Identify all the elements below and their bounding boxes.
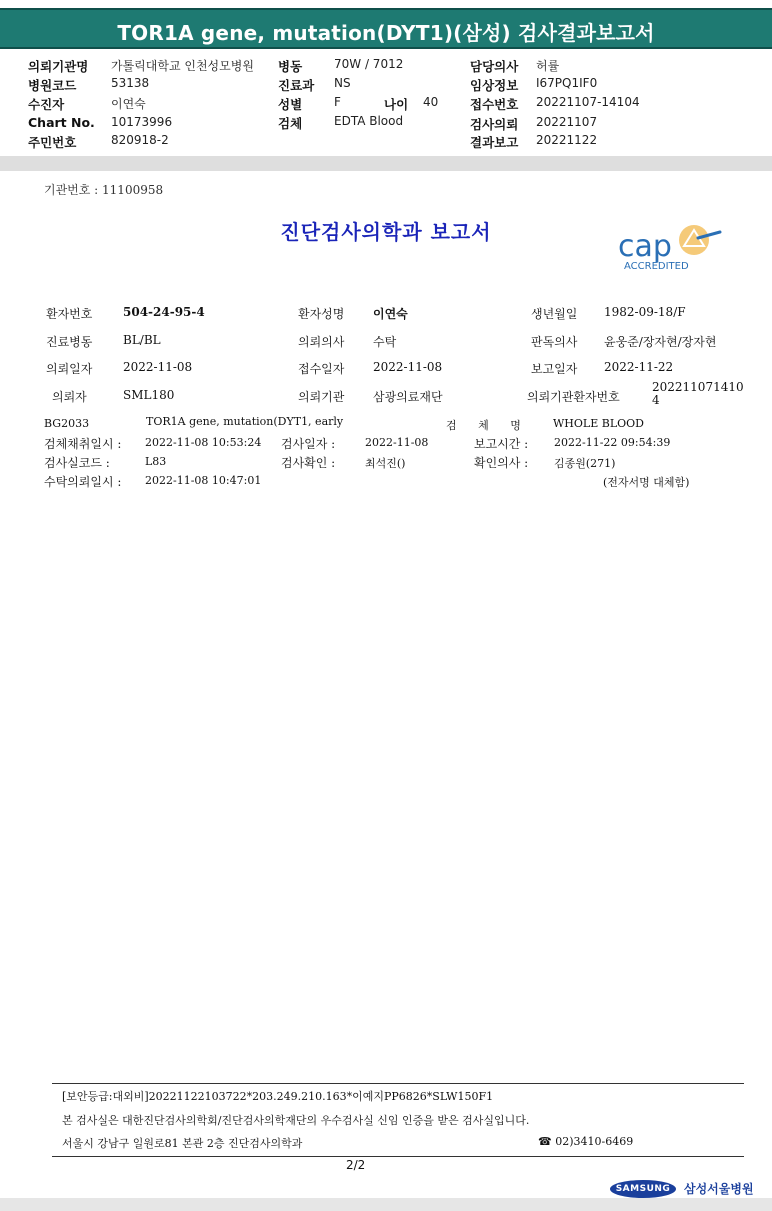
title-bar	[0, 8, 772, 49]
value-ward-bl: BL/BL	[123, 333, 161, 347]
value-requesting-institution: 가톨릭대학교 인천성모병원	[111, 59, 254, 73]
phone-number: ☎ 02)3410-6469	[538, 1135, 634, 1148]
value-requesting-org: 삼광의료재단	[373, 390, 443, 404]
value-sex: F	[334, 95, 341, 109]
label-test-request: 검사의뢰	[470, 117, 519, 132]
value-reading-doctor: 윤웅준/장자현/장자현	[604, 335, 717, 349]
label-request-date: 의뢰일자	[46, 362, 93, 376]
value-result-report: 20221122	[536, 133, 598, 147]
value-age: 40	[423, 95, 439, 109]
label-result-report: 결과보고	[470, 135, 519, 150]
value-report-time: 2022-11-22 09:54:39	[554, 436, 671, 449]
value-test-request: 20221107	[536, 115, 598, 129]
footer-bottom-rule	[52, 1156, 744, 1157]
value-examinee: 이연숙	[111, 97, 146, 111]
samsung-logo-badge: SAMSUNG	[610, 1180, 676, 1198]
label-resident-no: 주민번호	[28, 135, 77, 150]
test-name: TOR1A gene, mutation(DYT1, early	[146, 415, 344, 428]
label-test-date: 검사일자 :	[281, 437, 336, 451]
label-age: 나이	[384, 97, 409, 112]
cap-accredited-text: ACCREDITED	[624, 261, 689, 272]
label-requesting-org: 의뢰기관	[298, 390, 345, 404]
address-line: 서울시 강남구 일원로81 본관 2층 진단검사의학과	[62, 1137, 303, 1150]
bottom-band	[0, 1198, 772, 1211]
value-request-date: 2022-11-08	[123, 360, 193, 374]
label-clinical-info: 임상정보	[470, 78, 519, 93]
value-patient-no: 504-24-95-4	[123, 305, 205, 319]
security-line: [보안등급:대외비]20221122103722*203.249.210.163*이예지PP6826*SLW150F1	[62, 1090, 494, 1103]
label-report-date: 보고일자	[531, 362, 578, 376]
value-hospital-code: 53138	[111, 76, 150, 90]
label-test-confirm: 검사확인 :	[281, 456, 336, 470]
certification-line: 본 검사실은 대한진단검사의학회/진단검사의학재단의 우수검사실 신임 인증을 받은 검사실입니다.	[62, 1114, 530, 1127]
label-org-patient-no: 의뢰기관환자번호	[527, 390, 620, 404]
label-ward-bl: 진료병동	[46, 335, 93, 349]
value-clinical-info: I67PQ1IF0	[536, 76, 598, 90]
label-birth-date: 생년월일	[531, 307, 578, 321]
label-receipt-date: 접수일자	[298, 362, 345, 376]
label-report-time: 보고시간 :	[474, 437, 529, 451]
value-department: NS	[334, 76, 351, 90]
samsung-hospital-label: 삼성서울병원	[684, 1182, 754, 1196]
page-number: 2/2	[346, 1158, 366, 1172]
label-requesting-doctor: 의뢰의사	[298, 335, 345, 349]
label-specimen-name: 검 체 명	[446, 419, 530, 432]
value-report-date: 2022-11-22	[604, 360, 674, 374]
value-consign-time: 2022-11-08 10:47:01	[145, 474, 262, 487]
test-code: BG2033	[44, 417, 90, 430]
label-patient-name: 환자성명	[298, 307, 345, 321]
cap-accredited-logo	[608, 218, 730, 278]
value-birth-date: 1982-09-18/F	[604, 305, 686, 319]
document-title: TOR1A gene, mutation(DYT1)(삼성) 검사결과보고서	[117, 21, 655, 45]
label-specimen: 검체	[278, 116, 303, 131]
label-confirm-doctor: 확인의사 :	[474, 456, 529, 470]
value-test-confirm: 최석진()	[365, 457, 406, 470]
value-attending-doctor: 허률	[536, 59, 560, 73]
value-org-patient-no: 202211071410 4	[652, 380, 744, 407]
label-reading-doctor: 판독의사	[531, 335, 578, 349]
label-patient-no: 환자번호	[46, 307, 93, 321]
label-requesting-institution: 의뢰기관명	[28, 59, 89, 74]
value-confirm-doctor: 김종원(271)	[554, 457, 616, 470]
report-title: 진단검사의학과 보고서	[280, 220, 492, 244]
value-resident-no: 820918-2	[111, 133, 169, 147]
label-receipt-no: 접수번호	[470, 97, 519, 112]
label-examinee: 수진자	[28, 97, 65, 112]
e-signature-note: (전자서명 대체함)	[603, 476, 690, 489]
label-attending-doctor: 담당의사	[470, 59, 519, 74]
institution-number: 기관번호 : 11100958	[44, 183, 164, 197]
value-requesting-doctor: 수탁	[373, 335, 397, 349]
value-specimen-name: WHOLE BLOOD	[553, 417, 644, 430]
label-ward: 병동	[278, 59, 303, 74]
separator-band	[0, 156, 772, 171]
value-collect-time: 2022-11-08 10:53:24	[145, 436, 262, 449]
label-sex: 성별	[278, 97, 303, 112]
label-hospital-code: 병원코드	[28, 78, 77, 93]
label-requester: 의뢰자	[52, 390, 87, 404]
label-lab-code: 검사실코드 :	[44, 456, 110, 470]
cap-logo-text: cap	[618, 229, 672, 264]
value-lab-code: L83	[145, 455, 167, 468]
label-collect-time: 검체채취일시 :	[44, 437, 122, 451]
label-chart-no: Chart No.	[28, 115, 95, 130]
footer-top-rule	[52, 1083, 744, 1084]
value-requester: SML180	[123, 388, 175, 402]
value-receipt-date: 2022-11-08	[373, 360, 443, 374]
label-department: 진료과	[278, 78, 315, 93]
value-specimen: EDTA Blood	[334, 114, 404, 128]
value-chart-no: 10173996	[111, 115, 173, 129]
value-receipt-no: 20221107-14104	[536, 95, 640, 109]
value-ward: 70W / 7012	[334, 57, 404, 71]
label-consign-time: 수탁의뢰일시 :	[44, 475, 122, 489]
value-test-date: 2022-11-08	[365, 436, 429, 449]
value-patient-name: 이연숙	[373, 307, 408, 321]
